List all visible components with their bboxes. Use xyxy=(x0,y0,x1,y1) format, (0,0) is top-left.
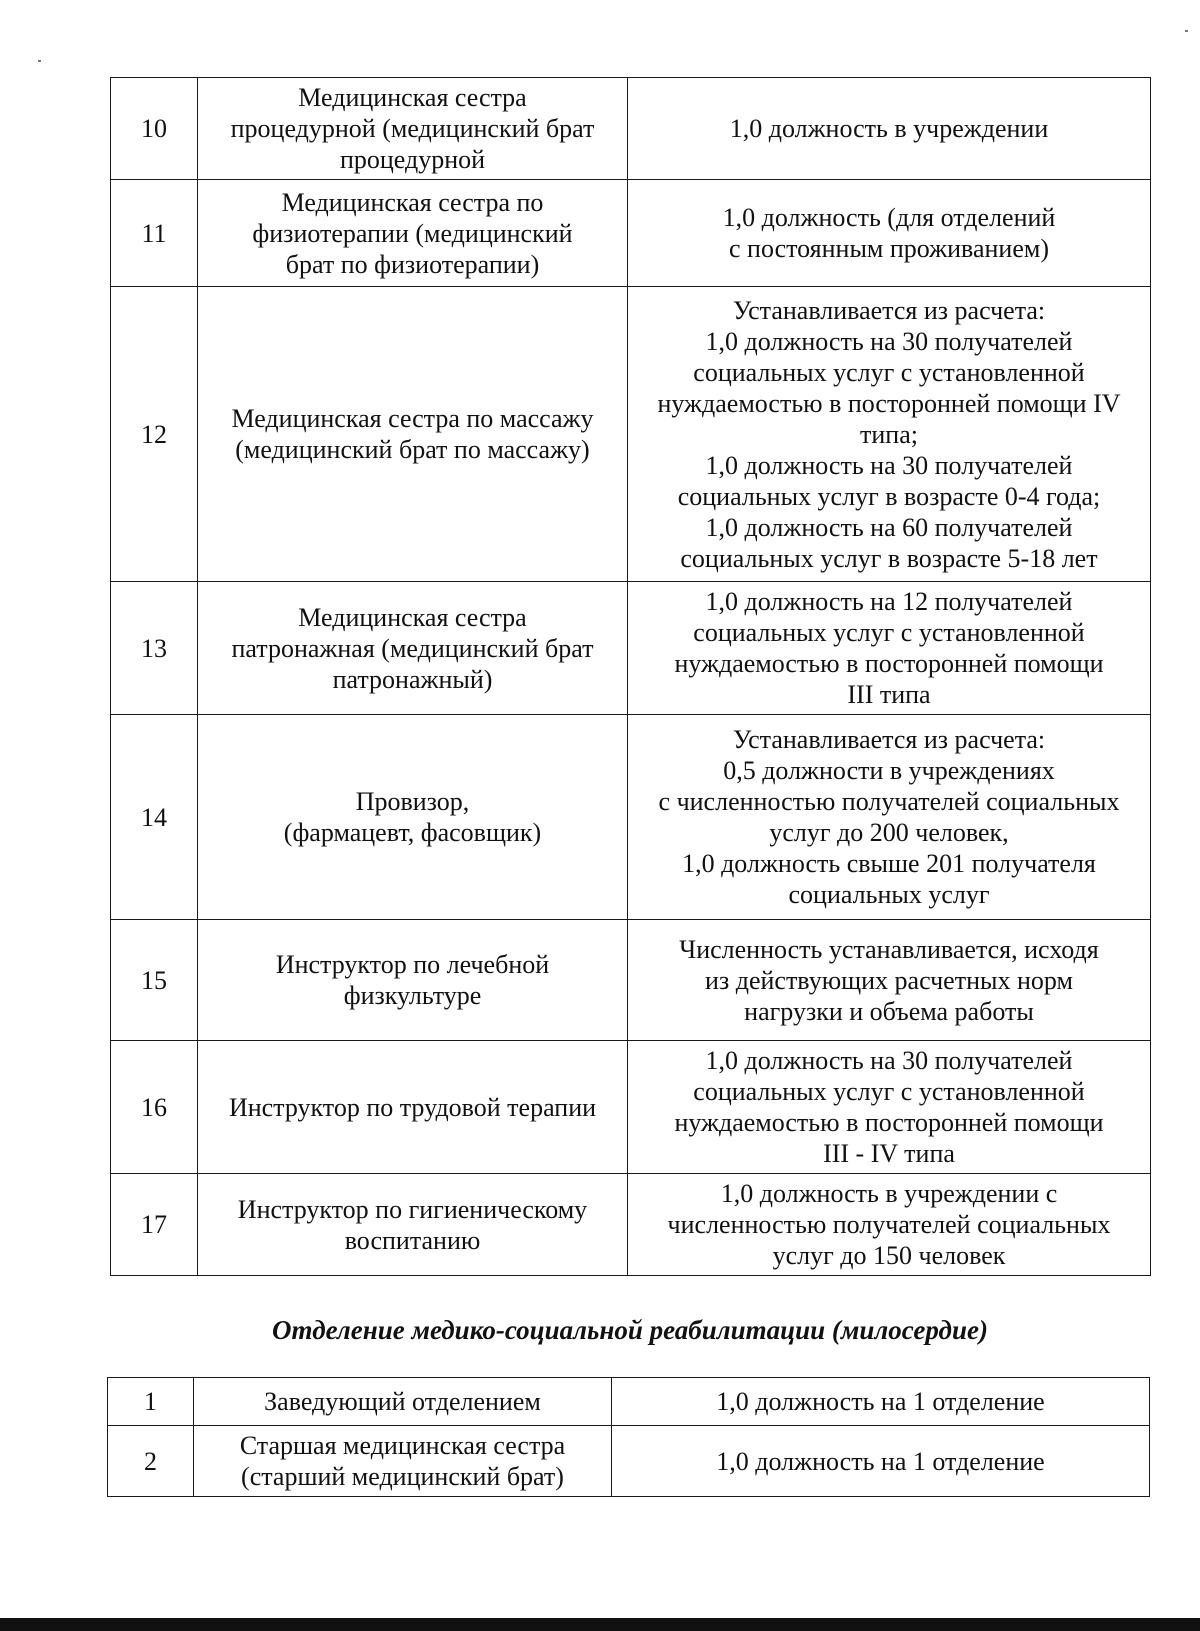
row-number: 1 xyxy=(108,1378,194,1426)
position-title-line: физкультуре xyxy=(343,981,482,1010)
table-row xyxy=(111,715,1151,920)
staffing-norm-cell xyxy=(628,1041,1151,1174)
position-title-line: Инструктор по лечебной xyxy=(275,950,550,979)
staffing-norm-line: 1,0 должность свыше 201 получателя xyxy=(682,849,1096,878)
staffing-norm-line: Численность устанавливается, исходя xyxy=(679,934,1099,964)
staffing-norm-line: нуждаемостью в посторонней помощи IV xyxy=(657,388,1121,418)
position-title-line: Инструктор по гигиеническому xyxy=(237,1194,588,1224)
staffing-norm-line: социальных услуг с установленной xyxy=(693,618,1085,647)
staffing-norm-cell xyxy=(628,582,1151,715)
staffing-norm-line: 1,0 должность на 30 получателей xyxy=(705,326,1073,356)
position-title-line: патронажный) xyxy=(332,664,493,694)
position-title-cell xyxy=(198,1174,628,1276)
table-row xyxy=(111,287,1151,582)
staffing-norm-line: 1,0 должность на 30 получателей xyxy=(705,1046,1073,1075)
staffing-norm-line: услуг до 150 человек xyxy=(772,1241,1006,1270)
staffing-norm-cell xyxy=(628,180,1151,287)
position-title-line: Медицинская сестра xyxy=(298,602,527,632)
staffing-norm-line: численностью получателей социальных xyxy=(667,1210,1111,1239)
staffing-norm-cell xyxy=(628,715,1151,920)
staffing-norm-line: Устанавливается из расчета: xyxy=(732,725,1046,754)
staffing-norm-line: социальных услуг с установленной xyxy=(693,1077,1085,1106)
staffing-norm-line: услуг до 200 человек, xyxy=(769,818,1009,847)
table-row xyxy=(108,1378,1150,1426)
staffing-norm-line: с численностью получателей социальных xyxy=(658,787,1120,816)
position-title-line: процедурной xyxy=(339,145,486,174)
staffing-norm-line: социальных услуг в возрасте 5-18 лет xyxy=(680,543,1098,573)
staffing-norm-line: 1,0 должность (для отделений xyxy=(722,203,1056,232)
staffing-table xyxy=(110,77,1151,1276)
staffing-norm-line: 1,0 должность на 30 получателей xyxy=(705,450,1073,480)
staffing-norm-line: социальных услуг xyxy=(788,880,990,909)
staffing-norm-line: 1,0 должность в учреждении xyxy=(729,114,1049,143)
position-title-cell xyxy=(194,1378,612,1426)
staffing-norm-line: из действующих расчетных норм xyxy=(705,965,1073,995)
position-title-cell xyxy=(198,78,628,180)
position-title-line: процедурной (медицинский брат xyxy=(230,114,595,143)
row-number: 17 xyxy=(111,1174,198,1276)
table-row xyxy=(111,78,1151,180)
staffing-norm-line: нуждаемостью в посторонней помощи xyxy=(674,649,1104,678)
staffing-norm-line: социальных услуг в возрасте 0-4 года; xyxy=(677,481,1101,511)
staffing-norm-cell xyxy=(612,1426,1150,1497)
position-title-line: патронажная (медицинский брат xyxy=(231,633,594,663)
row-number: 16 xyxy=(111,1041,198,1174)
staffing-norm-line: 1,0 должность на 1 отделение xyxy=(716,1387,1045,1416)
staffing-norm-line: 1,0 должность на 1 отделение xyxy=(716,1446,1045,1476)
position-title-cell xyxy=(198,920,628,1041)
row-number: 15 xyxy=(111,920,198,1041)
staffing-norm-line: III типа xyxy=(847,680,931,709)
scan-edge-bar xyxy=(0,1618,1200,1631)
position-title-cell xyxy=(198,1041,628,1174)
row-number: 2 xyxy=(108,1426,194,1497)
table-row xyxy=(111,920,1151,1041)
table-row xyxy=(108,1426,1150,1497)
position-title-line: воспитанию xyxy=(344,1225,481,1255)
staffing-norm-line: 1,0 должность в учреждении с xyxy=(720,1179,1058,1208)
position-title-line: Провизор, xyxy=(355,787,470,816)
position-title-line: Инструктор по трудовой терапии xyxy=(228,1092,597,1122)
row-number: 14 xyxy=(111,715,198,920)
staffing-norm-line: III - IV типа xyxy=(823,1139,955,1168)
table-row xyxy=(111,582,1151,715)
table-row xyxy=(111,1041,1151,1174)
staffing-norm-line: 1,0 должность на 60 получателей xyxy=(705,512,1073,542)
section-table xyxy=(107,1377,1150,1497)
staffing-norm-line: с постоянным проживанием) xyxy=(729,234,1049,263)
staffing-norm-cell xyxy=(612,1378,1150,1426)
staffing-norm-line: социальных услуг с установленной xyxy=(693,357,1085,387)
position-title-line: Медицинская сестра по xyxy=(281,187,544,217)
position-title-line: физиотерапии (медицинский xyxy=(252,218,573,248)
position-title-line: Медицинская сестра xyxy=(298,83,527,112)
position-title-line: (старший медицинский брат) xyxy=(241,1462,564,1491)
staffing-norm-line: нагрузки и объема работы xyxy=(744,996,1034,1026)
position-title-cell xyxy=(198,582,628,715)
position-title-cell xyxy=(198,180,628,287)
staffing-norm-line: 0,5 должности в учреждениях xyxy=(723,756,1055,785)
staffing-norm-cell xyxy=(628,287,1151,582)
staffing-norm-line: 1,0 должность на 12 получателей xyxy=(705,587,1073,616)
staffing-norm-cell xyxy=(628,78,1151,180)
section-heading: Отделение медико-социальной реабилитации (милосердие) xyxy=(272,1315,988,1345)
position-title-cell xyxy=(194,1426,612,1497)
position-title-line: Старшая медицинская сестра xyxy=(239,1431,566,1460)
row-number: 12 xyxy=(111,287,198,582)
staffing-norm-line: Устанавливается из расчета: xyxy=(732,295,1046,325)
row-number: 13 xyxy=(111,582,198,715)
staffing-norm-line: нуждаемостью в посторонней помощи xyxy=(674,1108,1104,1137)
position-title-line: Заведующий отделением xyxy=(264,1387,541,1416)
table-row xyxy=(111,1174,1151,1276)
table-row xyxy=(111,180,1151,287)
position-title-line: брат по физиотерапии) xyxy=(285,249,540,279)
position-title-cell xyxy=(198,287,628,582)
row-number: 10 xyxy=(111,78,198,180)
section-table-body xyxy=(108,1378,1150,1497)
staffing-norm-cell xyxy=(628,1174,1151,1276)
position-title-cell xyxy=(198,715,628,920)
staffing-table-body xyxy=(111,78,1151,1276)
row-number: 11 xyxy=(111,180,198,287)
staffing-norm-cell xyxy=(628,920,1151,1041)
staffing-norm-line: типа; xyxy=(860,419,918,449)
position-title-line: (медицинский брат по массажу) xyxy=(235,435,590,464)
position-title-line: (фармацевт, фасовщик) xyxy=(283,818,542,847)
position-title-line: Медицинская сестра по массажу xyxy=(231,404,594,433)
